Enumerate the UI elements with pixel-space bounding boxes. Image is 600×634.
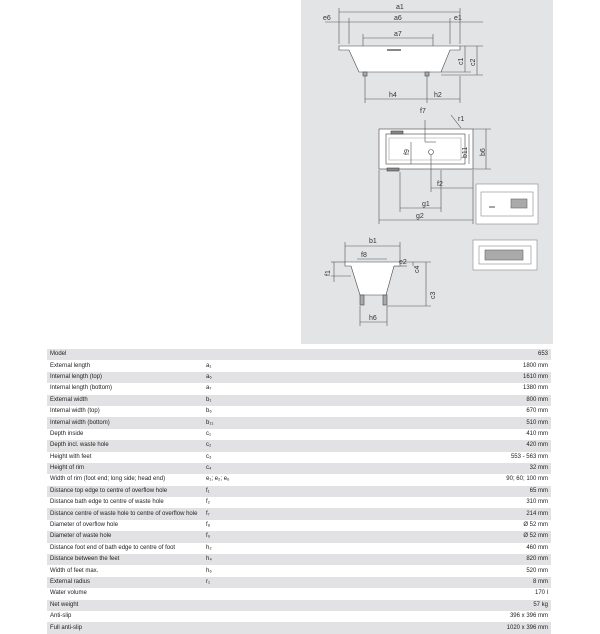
spec-row: [47, 554, 551, 565]
dim-label-e2: e2: [399, 259, 407, 266]
spec-label: External radius: [47, 577, 203, 588]
spec-symbol: f₇: [203, 508, 269, 519]
specification-table: [47, 349, 551, 634]
spec-row: [47, 622, 551, 633]
spec-symbol: a₇: [203, 383, 269, 394]
spec-symbol: f₂: [203, 497, 269, 508]
full-anti-slip-drawing: [473, 240, 537, 270]
dim-label-a1: a1: [396, 4, 404, 11]
dim-label-h4: h4: [389, 92, 397, 99]
spec-value: 65 mm: [269, 486, 551, 497]
spec-label: Distance centre of waste hole to centre of overflow hole: [47, 508, 203, 519]
dim-label-g2: g2: [416, 213, 424, 220]
dim-label-r1: r1: [458, 116, 465, 123]
spec-label: Distance foot end of bath edge to centre of foot: [47, 543, 203, 554]
spec-row: [47, 372, 551, 383]
spec-value: 510 mm: [269, 417, 551, 428]
spec-row: [47, 565, 551, 576]
dim-label-e6: e6: [323, 15, 331, 22]
spec-symbol: [203, 588, 269, 599]
spec-value: 32 mm: [269, 463, 551, 474]
spec-value: 1020 x 396 mm: [269, 622, 551, 633]
spec-row: [47, 600, 551, 611]
spec-label: Distance top edge to centre of overflow hole: [47, 486, 203, 497]
spec-label: Internal length (top): [47, 372, 203, 383]
spec-row: [47, 474, 551, 485]
spec-symbol: c₃: [203, 452, 269, 463]
spec-value: 820 mm: [269, 554, 551, 565]
plan-view: [379, 115, 491, 224]
spec-symbol: [203, 349, 269, 360]
spec-row: [47, 543, 551, 554]
spec-label: Net weight: [47, 600, 203, 611]
spec-symbol: c₄: [203, 463, 269, 474]
spec-symbol: b₁₁: [203, 417, 269, 428]
spec-symbol: c₂: [203, 440, 269, 451]
spec-label: External width: [47, 395, 203, 406]
dim-label-f7: f7: [420, 108, 426, 115]
dim-label-b6: b6: [480, 148, 487, 156]
spec-symbol: [203, 611, 269, 622]
anti-slip-drawing: [476, 184, 538, 224]
spec-row: [47, 395, 551, 406]
spec-row: [47, 588, 551, 599]
spec-row: [47, 383, 551, 394]
spec-value: 410 mm: [269, 429, 551, 440]
spec-label: Height with feet: [47, 452, 203, 463]
spec-symbol: f₁: [203, 486, 269, 497]
spec-row: [47, 520, 551, 531]
spec-value: 214 mm: [269, 508, 551, 519]
spec-symbol: e₁; e₂; e₆: [203, 474, 269, 485]
spec-label: Depth inside: [47, 429, 203, 440]
dim-label-e1: e1: [454, 15, 462, 22]
technical-drawing-panel: [301, 0, 553, 344]
spec-row: [47, 429, 551, 440]
dim-label-h2: h2: [434, 92, 442, 99]
spec-label: Diameter of overflow hole: [47, 520, 203, 531]
dim-label-b1: b1: [369, 238, 377, 245]
end-section-view: [331, 242, 431, 326]
spec-label: Depth incl. waste hole: [47, 440, 203, 451]
spec-row: [47, 463, 551, 474]
spec-value: 57 kg: [269, 600, 551, 611]
spec-row: [47, 486, 551, 497]
spec-value: 310 mm: [269, 497, 551, 508]
dim-label-f1: f1: [325, 270, 332, 276]
spec-label: Width of feet max.: [47, 565, 203, 576]
dim-label-c1: c1: [458, 57, 465, 65]
spec-value: 170 l: [269, 588, 551, 599]
spec-row: [47, 611, 551, 622]
spec-symbol: r₁: [203, 577, 269, 588]
dim-label-b11: b11: [462, 146, 469, 158]
spec-row: [47, 497, 551, 508]
spec-value: 800 mm: [269, 395, 551, 406]
spec-value: 1380 mm: [269, 383, 551, 394]
spec-label: Anti-slip: [47, 611, 203, 622]
spec-label: Model: [47, 349, 203, 360]
spec-value: Ø 52 mm: [269, 531, 551, 542]
spec-label: Water volume: [47, 588, 203, 599]
spec-value: 1610 mm: [269, 372, 551, 383]
spec-value: 420 mm: [269, 440, 551, 451]
spec-symbol: h₆: [203, 565, 269, 576]
spec-value: 670 mm: [269, 406, 551, 417]
spec-symbol: [203, 622, 269, 633]
spec-symbol: f₈: [203, 520, 269, 531]
spec-value: 653: [269, 349, 551, 360]
spec-label: Distance bath edge to centre of waste hole: [47, 497, 203, 508]
spec-value: 553 - 563 mm: [269, 452, 551, 463]
dim-label-c3: c3: [430, 291, 437, 299]
dim-label-g1: g1: [422, 201, 430, 208]
spec-row: [47, 417, 551, 428]
dim-label-c4: c4: [414, 265, 421, 273]
spec-symbol: h₄: [203, 554, 269, 565]
spec-symbol: h₂: [203, 543, 269, 554]
spec-row: [47, 440, 551, 451]
spec-label: Distance between the feet: [47, 554, 203, 565]
spec-label: Internal length (bottom): [47, 383, 203, 394]
dim-label-f9: f9: [404, 149, 411, 155]
spec-row: [47, 577, 551, 588]
specification-table-body: [47, 349, 551, 634]
spec-symbol: a₁: [203, 360, 269, 371]
spec-value: 396 x 396 mm: [269, 611, 551, 622]
spec-symbol: a₆: [203, 372, 269, 383]
spec-row: [47, 349, 551, 360]
dim-label-f2: f2: [437, 181, 443, 188]
spec-label: Width of rim (foot end; long side; head end): [47, 474, 203, 485]
spec-symbol: b₁: [203, 395, 269, 406]
spec-row: [47, 508, 551, 519]
side-elevation-view: [325, 8, 483, 103]
spec-label: Internal width (top): [47, 406, 203, 417]
spec-label: Internal width (bottom): [47, 417, 203, 428]
bathtub-technical-drawing: [301, 0, 553, 344]
spec-symbol: [203, 600, 269, 611]
dim-label-c2: c2: [470, 58, 477, 66]
spec-symbol: c₁: [203, 429, 269, 440]
spec-value: 460 mm: [269, 543, 551, 554]
spec-value: 1800 mm: [269, 360, 551, 371]
spec-row: [47, 406, 551, 417]
spec-label: Height of rim: [47, 463, 203, 474]
spec-value: 90; 60; 100 mm: [269, 474, 551, 485]
spec-value: 8 mm: [269, 577, 551, 588]
dim-label-a7: a7: [394, 31, 402, 38]
spec-label: External length: [47, 360, 203, 371]
spec-value: 520 mm: [269, 565, 551, 576]
spec-symbol: b₆: [203, 406, 269, 417]
dim-label-h6: h6: [369, 315, 377, 322]
spec-symbol: f₉: [203, 531, 269, 542]
dim-label-f8: f8: [361, 252, 367, 259]
dim-label-a6: a6: [394, 15, 402, 22]
spec-label: Full anti-slip: [47, 622, 203, 633]
spec-row: [47, 531, 551, 542]
spec-value: Ø 52 mm: [269, 520, 551, 531]
spec-row: [47, 452, 551, 463]
spec-row: [47, 360, 551, 371]
spec-label: Diameter of waste hole: [47, 531, 203, 542]
